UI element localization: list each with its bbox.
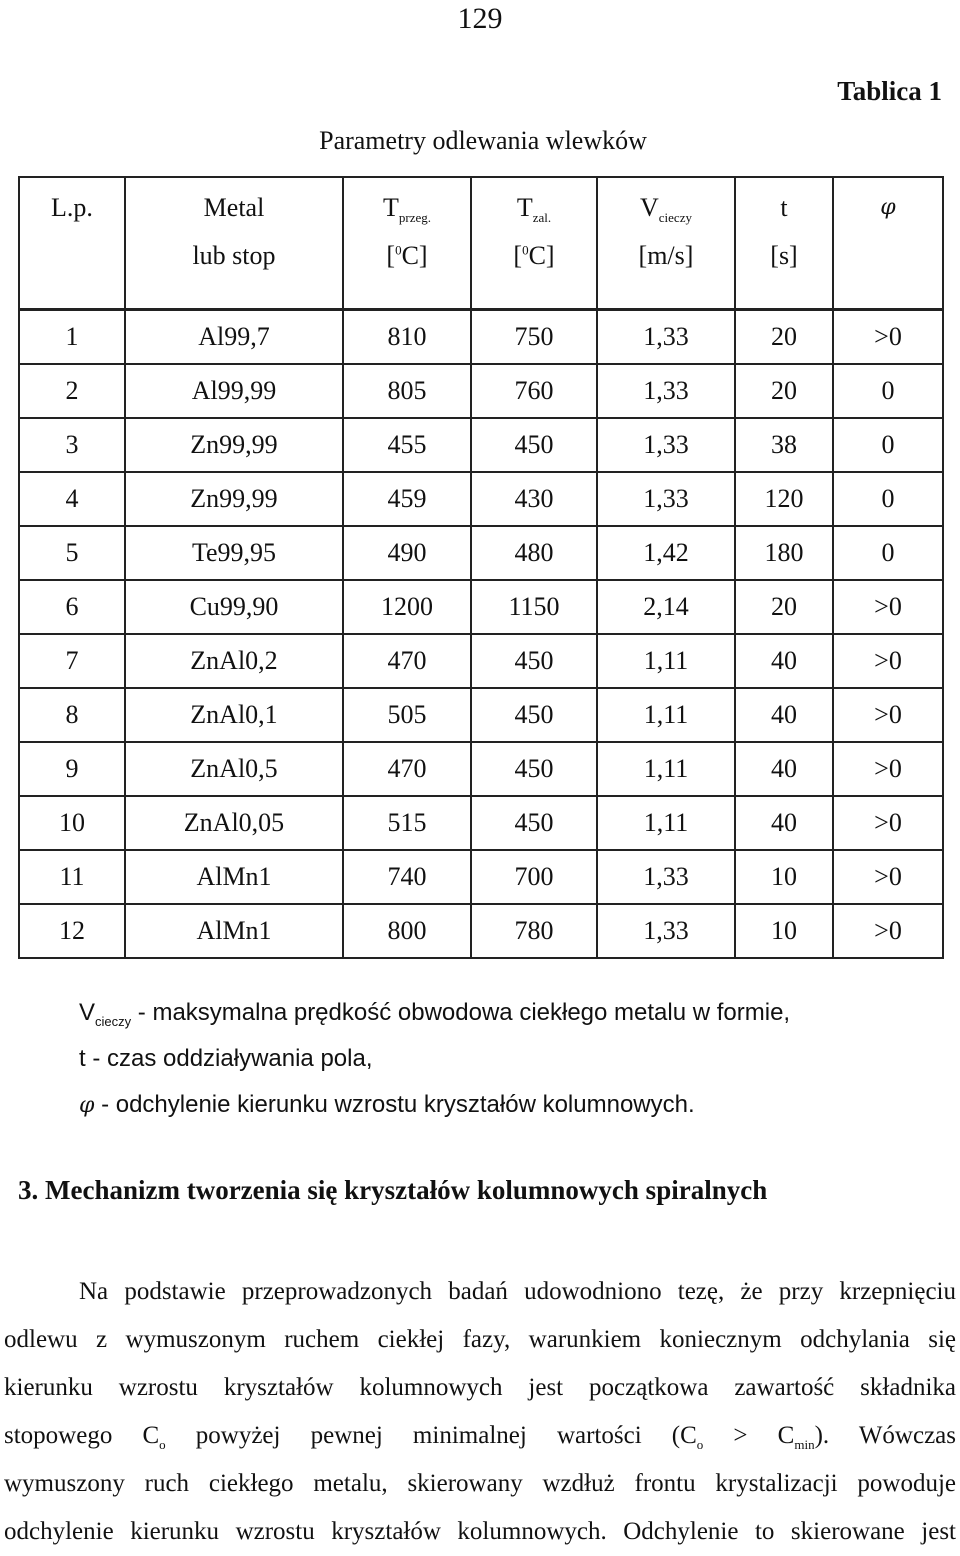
cell-phi: >0 — [833, 688, 943, 742]
cell-phi: 0 — [833, 526, 943, 580]
cell-v-cieczy: 1,33 — [597, 364, 735, 418]
table-label: Tablica 1 — [837, 76, 942, 106]
cell-v-cieczy: 1,11 — [597, 634, 735, 688]
cell-metal: Al99,99 — [125, 364, 343, 418]
cell-t-przeg: 455 — [343, 418, 471, 472]
paragraph-line-1: Na podstawie przeprowadzonych badań udowodniono tezę, że przy krzepnięciu — [79, 1278, 956, 1305]
cell-lp: 2 — [19, 364, 125, 418]
t-zal-unit-sup: 0 — [522, 242, 529, 258]
cell-t-zal: 430 — [471, 472, 597, 526]
table-row — [19, 418, 943, 472]
header-t-zal-unit — [472, 232, 596, 280]
paragraph-line-4 — [4, 1412, 956, 1460]
cell-phi: 0 — [833, 364, 943, 418]
cell-t: 40 — [735, 742, 833, 796]
section-heading: 3. Mechanizm tworzenia się kryształów kolumnowych spiralnych — [18, 1175, 768, 1205]
cell-phi: >0 — [833, 904, 943, 958]
cell-t-przeg: 810 — [343, 310, 471, 365]
table-row — [19, 688, 943, 742]
cell-phi: 0 — [833, 472, 943, 526]
cell-metal: ZnAl0,05 — [125, 796, 343, 850]
header-t-zal — [471, 177, 597, 310]
cell-t-przeg: 490 — [343, 526, 471, 580]
cell-t: 38 — [735, 418, 833, 472]
parameters-table-wrapper — [18, 176, 942, 959]
cell-t: 40 — [735, 796, 833, 850]
cell-t-zal: 450 — [471, 742, 597, 796]
cell-t-przeg: 740 — [343, 850, 471, 904]
legend-v-sub: cieczy — [95, 1013, 132, 1029]
cell-t-zal: 450 — [471, 688, 597, 742]
header-t-przeg — [343, 177, 471, 310]
cell-t-zal: 760 — [471, 364, 597, 418]
header-t-przeg-unit — [344, 232, 470, 280]
header-t-symbol: t — [780, 193, 788, 222]
cell-metal: ZnAl0,5 — [125, 742, 343, 796]
cell-t: 120 — [735, 472, 833, 526]
paragraph-line-3: kierunku wzrostu kryształów kolumnowych jest początkowa zawartość składnika — [4, 1374, 956, 1401]
cell-v-cieczy: 1,33 — [597, 418, 735, 472]
table-body — [19, 310, 943, 959]
cell-metal: AlMn1 — [125, 850, 343, 904]
legend-t-line: t - czas oddziaływania pola, — [79, 1045, 373, 1072]
header-metal-line2: lub stop — [192, 241, 276, 270]
p4-sub1: o — [159, 1437, 166, 1452]
header-t — [735, 177, 833, 310]
cell-t-zal: 480 — [471, 526, 597, 580]
legend — [79, 990, 790, 1129]
t-przeg-unit-sup: 0 — [395, 242, 402, 258]
t-przeg-unit-post: C] — [401, 241, 428, 270]
legend-v-line — [79, 990, 790, 1036]
cell-t-przeg: 800 — [343, 904, 471, 958]
paragraph-line-6: odchylenie kierunku wzrostu kryształów kolumnowych. Odchylenie to skierowane jest — [4, 1518, 956, 1545]
cell-v-cieczy: 1,33 — [597, 904, 735, 958]
cell-phi: >0 — [833, 634, 943, 688]
cell-lp: 10 — [19, 796, 125, 850]
p4-sub2: o — [696, 1437, 704, 1452]
cell-t-zal: 450 — [471, 796, 597, 850]
cell-v-cieczy: 1,42 — [597, 526, 735, 580]
cell-t-przeg: 805 — [343, 364, 471, 418]
cell-metal: AlMn1 — [125, 904, 343, 958]
cell-t: 10 — [735, 850, 833, 904]
cell-t-zal: 750 — [471, 310, 597, 365]
cell-t-zal: 450 — [471, 634, 597, 688]
cell-phi: >0 — [833, 310, 943, 365]
t-przeg-sub: przeg. — [398, 210, 431, 226]
table-row — [19, 796, 943, 850]
cell-v-cieczy: 1,11 — [597, 796, 735, 850]
cell-t: 40 — [735, 688, 833, 742]
cell-v-cieczy: 1,33 — [597, 850, 735, 904]
cell-phi: 0 — [833, 418, 943, 472]
header-v-cieczy-symbol — [598, 184, 734, 232]
header-metal-line1: Metal — [203, 193, 265, 222]
t-zal-unit-pre: [ — [513, 241, 523, 270]
cell-v-cieczy: 1,11 — [597, 688, 735, 742]
header-lp-label: L.p. — [51, 193, 93, 222]
p4-sub3: min — [794, 1437, 815, 1452]
v-cieczy-sub: cieczy — [658, 210, 692, 226]
table-title-text: Parametry odlewania wlewków — [319, 126, 647, 155]
t-zal-sub: zal. — [532, 210, 552, 226]
cell-v-cieczy: 1,33 — [597, 472, 735, 526]
cell-t: 40 — [735, 634, 833, 688]
v-cieczy-base: V — [640, 193, 659, 222]
header-phi — [833, 177, 943, 310]
cell-t-przeg: 515 — [343, 796, 471, 850]
cell-t-zal: 450 — [471, 418, 597, 472]
table-row — [19, 472, 943, 526]
cell-phi: >0 — [833, 796, 943, 850]
cell-lp: 4 — [19, 472, 125, 526]
cell-t: 10 — [735, 904, 833, 958]
p4-a: stopowego C — [4, 1422, 160, 1449]
header-lp — [19, 177, 125, 310]
cell-t: 20 — [735, 364, 833, 418]
paragraph-line-2: odlewu z wymuszonym ruchem ciekłej fazy, warunkiem koniecznym odchylania się — [4, 1326, 956, 1353]
legend-phi-symbol: φ — [79, 1093, 95, 1118]
cell-t-przeg: 505 — [343, 688, 471, 742]
cell-t-przeg: 459 — [343, 472, 471, 526]
cell-lp: 3 — [19, 418, 125, 472]
cell-lp: 7 — [19, 634, 125, 688]
cell-phi: >0 — [833, 580, 943, 634]
legend-phi-text: - odchylenie kierunku wzrostu kryształów kolumnowych. — [94, 1091, 695, 1118]
cell-lp: 6 — [19, 580, 125, 634]
cell-t-przeg: 470 — [343, 634, 471, 688]
t-przeg-base: T — [382, 193, 399, 222]
t-zal-unit-post: C] — [528, 241, 555, 270]
cell-t-przeg: 470 — [343, 742, 471, 796]
header-row — [19, 177, 943, 310]
header-t-zal-symbol — [472, 184, 596, 232]
cell-lp: 11 — [19, 850, 125, 904]
table-row — [19, 850, 943, 904]
header-t-przeg-symbol — [344, 184, 470, 232]
cell-metal: ZnAl0,2 — [125, 634, 343, 688]
legend-phi-line — [79, 1082, 790, 1129]
cell-t: 20 — [735, 580, 833, 634]
cell-metal: Zn99,99 — [125, 418, 343, 472]
cell-lp: 5 — [19, 526, 125, 580]
body-paragraph — [4, 1268, 956, 1556]
cell-lp: 12 — [19, 904, 125, 958]
p4-b: powyżej pewnej minimalnej wartości (C — [165, 1422, 697, 1449]
cell-v-cieczy: 2,14 — [597, 580, 735, 634]
cell-phi: >0 — [833, 850, 943, 904]
table-row — [19, 310, 943, 365]
header-v-cieczy-unit: [m/s] — [638, 241, 694, 270]
cell-phi: >0 — [833, 742, 943, 796]
cell-metal: Al99,7 — [125, 310, 343, 365]
cell-metal: ZnAl0,1 — [125, 688, 343, 742]
cell-lp: 9 — [19, 742, 125, 796]
header-t-unit: [s] — [770, 241, 798, 270]
paragraph-line-5: wymuszony ruch ciekłego metalu, skierowany wzdłuż frontu krystalizacji powoduje — [4, 1470, 956, 1497]
header-phi-symbol: φ — [880, 195, 896, 220]
cell-metal: Cu99,90 — [125, 580, 343, 634]
cell-v-cieczy: 1,11 — [597, 742, 735, 796]
legend-v-symbol: V — [79, 999, 96, 1026]
cell-v-cieczy: 1,33 — [597, 310, 735, 365]
cell-t-zal: 780 — [471, 904, 597, 958]
t-zal-base: T — [516, 193, 533, 222]
cell-t: 180 — [735, 526, 833, 580]
parameters-table — [18, 176, 944, 959]
cell-t-zal: 1150 — [471, 580, 597, 634]
cell-lp: 1 — [19, 310, 125, 365]
cell-t-przeg: 1200 — [343, 580, 471, 634]
t-przeg-unit-pre: [ — [386, 241, 396, 270]
cell-metal: Te99,95 — [125, 526, 343, 580]
table-header — [19, 177, 943, 310]
table-row — [19, 634, 943, 688]
table-row — [19, 742, 943, 796]
p4-d: ). Wówczas — [814, 1422, 957, 1449]
header-metal — [125, 177, 343, 310]
table-row — [19, 364, 943, 418]
cell-lp: 8 — [19, 688, 125, 742]
cell-t-zal: 700 — [471, 850, 597, 904]
cell-t: 20 — [735, 310, 833, 365]
table-title — [0, 126, 960, 156]
table-row — [19, 904, 943, 958]
table-row — [19, 526, 943, 580]
legend-v-text: - maksymalna prędkość obwodowa ciekłego metalu w formie, — [131, 999, 791, 1026]
p4-c: > C — [703, 1422, 795, 1449]
cell-metal: Zn99,99 — [125, 472, 343, 526]
page-number: 129 — [457, 2, 503, 35]
table-row — [19, 580, 943, 634]
header-v-cieczy — [597, 177, 735, 310]
